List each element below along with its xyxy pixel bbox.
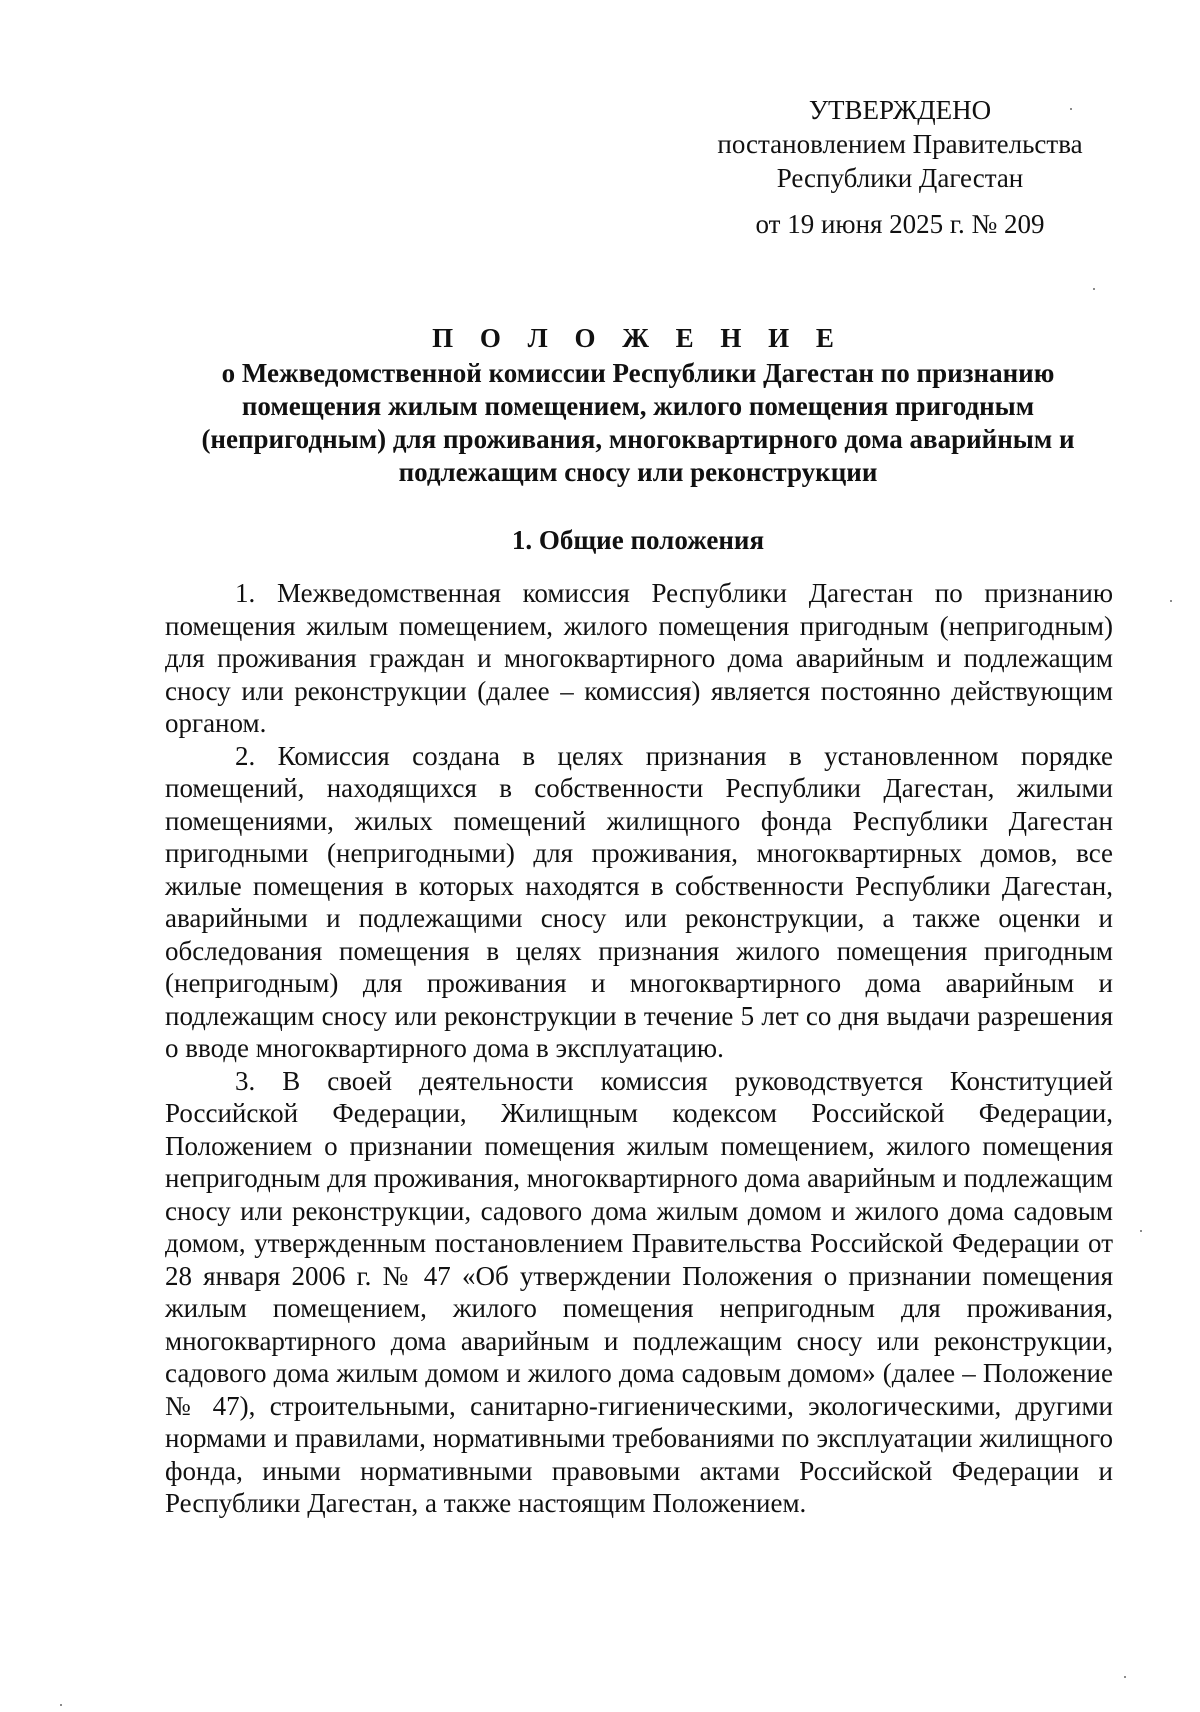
paragraph-3: 3. В своей деятельности комиссия руководствуется Конституцией Российской Федерации, Жилищным кодексом Российской Федерации, Положением о признании помещения жилым помещением, жилого помещения непригодным для проживания, многоквартирного дома аварийным и подлежащим сносу или реконструкции, садового дома жилым домом и жилого дома садовым домом, утвержденным постановлением Правительства Российской Федерации от 28 января 2006 г. № 47 «Об утверждении Положения о признании помещения жилым помещением, жилого помещения непригодным для проживания, многоквартирного дома аварийным и подлежащим сносу или реконструкции, садового дома жилым домом и жилого дома садовым домом» (далее – Положение № 47), строительными, санитарно-гигиеническими, экологическими, другими нормами и правилами, нормативными требованиями по эксплуатации жилищного фонда, иными нормативными правовыми актами Российской Федерации и Республики Дагестан, а также настоящим Положением. bbox=[165, 1065, 1113, 1518]
document-subtitle: о Межведомственной комиссии Республики Дагестан по признанию помещения жилым помещением, жилого помещения пригодным (непригодным) для проживания, многоквартирного дома аварийным и подлежащим сносу или реконструкции bbox=[201, 358, 1075, 487]
scan-speck bbox=[1124, 1676, 1126, 1678]
section-heading: 1. Общие положения bbox=[511, 525, 765, 555]
document-title: П О Л О Ж Е Н И Е bbox=[432, 323, 844, 353]
approved-label: УТВЕРЖДЕНО bbox=[808, 95, 992, 125]
paragraph-2: 2. Комиссия создана в целях признания в установленном порядке помещений, находящихся в собственности Республики Дагестан, жилыми помещениями, жилых помещений жилищного фонда Республики Дагестан пригодными (непригодными) для проживания, многоквартирных домов, все жилые помещения в которых находятся в собственности Республики Дагестан, аварийными и подлежащими сносу или реконструкции, а также оценки и обследования помещения в целях признания жилого помещения пригодным (непригодным) для проживания и многоквартирного дома аварийным и подлежащим сносу или реконструкции в течение 5 лет со дня выдачи разрешения о вводе многоквартирного дома в эксплуатацию. bbox=[165, 740, 1113, 1063]
approval-region-line: Республики Дагестан bbox=[776, 163, 1024, 193]
approval-authority-line: постановлением Правительства bbox=[717, 129, 1083, 159]
scan-speck bbox=[1170, 600, 1172, 602]
document-title-block bbox=[160, 322, 1116, 489]
scan-speck bbox=[1093, 288, 1095, 290]
scan-speck bbox=[1070, 108, 1072, 110]
paragraph-1: 1. Межведомственная комиссия Республики Дагестан по признанию помещения жилым помещением, жилого помещения пригодным (непригодным) для проживания граждан и многоквартирного дома аварийным и подлежащим сносу или реконструкции (далее – комиссия) является постоянно действующим органом. bbox=[165, 578, 1113, 738]
approval-stamp-block bbox=[700, 93, 1100, 241]
scan-speck bbox=[60, 1704, 62, 1706]
scan-speck bbox=[1140, 1230, 1142, 1232]
section-body bbox=[165, 577, 1113, 1520]
approval-date-line: от 19 июня 2025 г. № 209 bbox=[755, 209, 1045, 239]
